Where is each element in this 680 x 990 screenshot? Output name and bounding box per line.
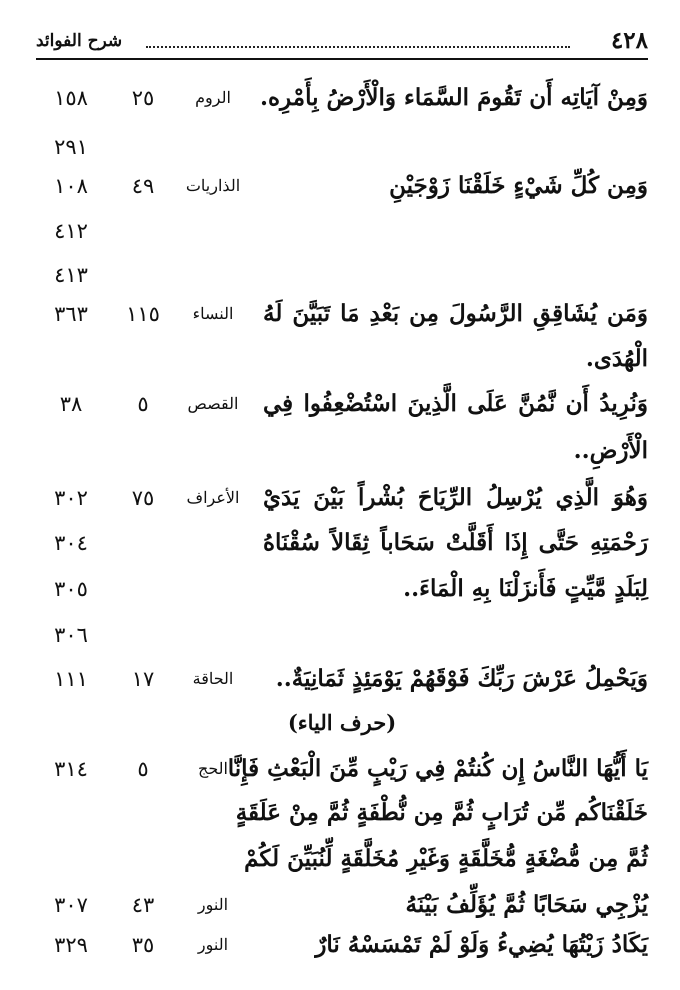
page-reference: ٣٠٤ (54, 531, 88, 555)
sura-name: الذاريات (185, 176, 241, 195)
ayah-number: ٤٩ (131, 174, 155, 198)
verse-text: يُزْجِي سَحَابًا ثُمَّ يُؤَلِّفُ بَيْنَهُ (405, 891, 648, 918)
sura-name: النساء (192, 304, 234, 323)
index-line (36, 564, 648, 614)
verse-text: وَمِنْ آيَاتِه أَن تَقُومَ السَّمَاء وَالْأَرْضُ بِأَمْرِه. (260, 84, 648, 111)
index-line (36, 518, 648, 568)
ayah-number (122, 834, 164, 884)
page-reference: ١٠٨ (54, 174, 88, 198)
verse-text (263, 610, 648, 660)
page-reference: ٣٠٧ (54, 893, 88, 917)
ayah-number: ٥ (137, 392, 149, 416)
index-line (36, 698, 648, 748)
index-line (36, 73, 648, 123)
sura-name (170, 334, 256, 384)
sura-name: النور (197, 895, 229, 914)
ayah-number (122, 564, 164, 614)
sura-name (170, 206, 256, 256)
verse-text: وَمَن يُشَاقِقِ الرَّسُولَ مِن بَعْدِ مَا تَبَيَّنَ لَهُ (263, 300, 648, 327)
index-line (36, 473, 648, 523)
index-line (36, 610, 648, 660)
verse-text: الْهُدَى. (585, 345, 648, 372)
index-line (36, 744, 648, 794)
page-reference: ٣٠٦ (54, 623, 88, 647)
verse-text: ثُمَّ مِن مُّضْغَةٍ مُّخَلَّقَةٍ وَغَيْرِ مُخَلَّقَةٍ لِّنُبَيِّنَ لَكُمْ (244, 845, 648, 872)
verse-text: الْأَرْضِ.. (573, 437, 648, 464)
page-reference: ١٥٨ (54, 86, 88, 110)
sura-name: الحاقة (192, 669, 234, 688)
ayah-number: ٥ (137, 757, 149, 781)
verse-text: خَلَقْنَاكُم مِّن تُرَابٍ ثُمَّ مِن نُّطْفَةٍ ثُمَّ مِنْ عَلَقَةٍ (235, 799, 648, 826)
sura-name (170, 610, 256, 660)
index-line (36, 289, 648, 339)
index-line (36, 834, 648, 884)
verse-text: رَحْمَتِهِ حَتَّى إِذَا أَقَلَّتْ سَحَاباً ثِقَالاً سُقْنَاهُ (263, 529, 648, 556)
page-reference: ٣٠٢ (54, 486, 88, 510)
ayah-number (122, 334, 164, 384)
verse-text: يَكَادُ زَيْتُهَا يُضِيءُ وَلَوْ لَمْ تَمْسَسْهُ نَارٌ (315, 931, 648, 958)
page-reference (36, 426, 106, 476)
page-reference (36, 834, 106, 884)
index-line (36, 788, 648, 838)
sura-name: الروم (195, 88, 231, 107)
page-reference: ٢٩١ (54, 135, 88, 159)
page-reference: ٤١٣ (54, 263, 88, 287)
sura-name: الحج (198, 759, 228, 778)
header-rule (36, 58, 648, 60)
ayah-number: ٣٥ (131, 933, 155, 957)
page-reference: ١١١ (54, 667, 88, 691)
index-line (36, 654, 648, 704)
ayah-number: ١١٥ (126, 302, 160, 326)
verse-text: لِبَلَدٍ مَّيِّتٍ فَأَنزَلْنَا بِهِ الْمَاءَ.. (403, 575, 648, 602)
ayah-number: ٧٥ (131, 486, 155, 510)
verse-text: يَا أَيُّهَا النَّاسُ إِن كُنتُمْ فِي رَيْبٍ مِّنَ الْبَعْثِ فَإِنَّا (227, 755, 648, 782)
page-number: ٤٢٨ (610, 27, 648, 54)
sura-name (170, 788, 256, 838)
ayah-number (122, 206, 164, 256)
verse-text (263, 206, 648, 256)
index-line (36, 206, 648, 256)
page-header (36, 26, 648, 56)
page-reference: ٤١٢ (54, 219, 88, 243)
verse-text: وَهُوَ الَّذِي يُرْسِلُ الرِّيَاحَ بُشْراً بَيْنَ يَدَيْ (263, 484, 648, 511)
ayah-number (122, 788, 164, 838)
page-reference: ٣٠٥ (54, 577, 88, 601)
index-line (36, 426, 648, 476)
page-reference: ٣١٤ (54, 757, 88, 781)
sura-name (170, 518, 256, 568)
verse-text: وَمِن كُلِّ شَيْءٍ خَلَقْنَا زَوْجَيْنِ (389, 172, 648, 199)
sura-name (170, 426, 256, 476)
sura-name: النور (197, 935, 229, 954)
index-line (36, 379, 648, 429)
verse-text: وَنُرِيدُ أَن نَّمُنَّ عَلَى الَّذِينَ اسْتُضْعِفُوا فِي (263, 390, 648, 417)
verse-text: وَيَحْمِلُ عَرْشَ رَبِّكَ فَوْقَهُمْ يَوْمَئِذٍ ثَمَانِيَةٌ.. (275, 665, 648, 692)
index-line (36, 334, 648, 384)
page-reference: ٣٢٩ (54, 933, 88, 957)
index-line (36, 161, 648, 211)
header-dotted-leader (146, 46, 570, 48)
sura-name (170, 834, 256, 884)
page-reference (36, 788, 106, 838)
ayah-number: ٤٣ (131, 893, 155, 917)
ayah-number (122, 426, 164, 476)
index-line (36, 920, 648, 970)
ayah-number: ١٧ (131, 667, 155, 691)
page-reference (36, 334, 106, 384)
sura-name: القصص (187, 394, 239, 413)
ayah-number: ٢٥ (131, 86, 155, 110)
ayah-number (122, 610, 164, 660)
book-title: شرح الفوائد (36, 31, 123, 51)
section-heading: (حرف الياء) (287, 710, 397, 735)
page-reference: ٣٦٣ (54, 302, 88, 326)
sura-name (170, 564, 256, 614)
sura-name: الأعراف (186, 488, 240, 507)
page-reference: ٣٨ (59, 392, 83, 416)
ayah-number (122, 518, 164, 568)
